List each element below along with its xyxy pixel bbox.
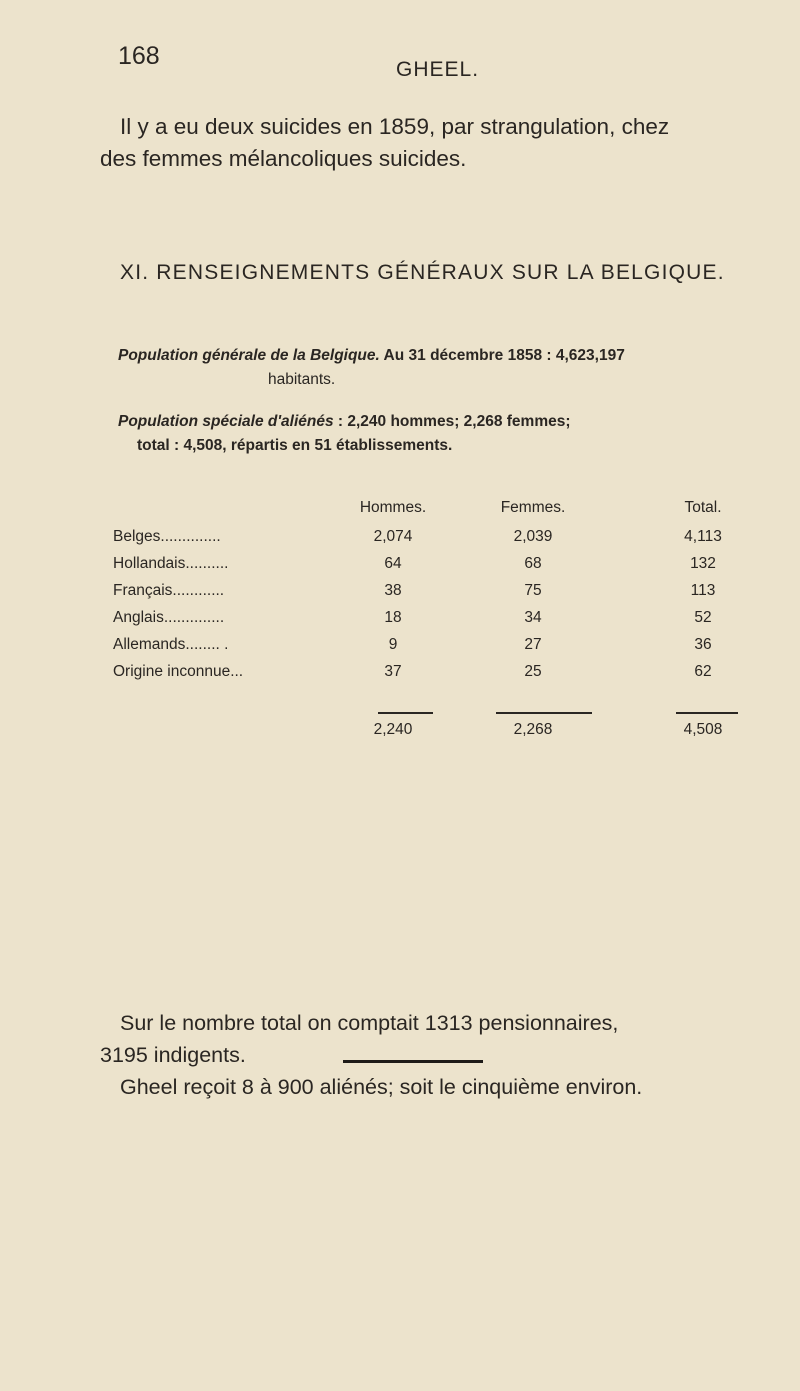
population-generale-line-2: habitants. [268, 371, 336, 388]
row-label: Belges.............. [113, 528, 221, 545]
intro-line-1: Il y a eu deux suicides en 1859, par strangulation, chez [120, 114, 670, 139]
population-speciale-text: : 2,240 hommes; 2,268 femmes; [333, 413, 571, 430]
header-hommes: Hommes. [359, 499, 427, 516]
row-hommes: 2,074 [373, 528, 413, 545]
row-label: Allemands........ . [113, 636, 229, 653]
row-hommes: 38 [384, 582, 402, 599]
row-total: 36 [694, 636, 712, 653]
sum-rule-hommes [378, 712, 433, 714]
total-hommes: 2,240 [373, 721, 413, 738]
row-total: 4,113 [684, 528, 722, 545]
population-speciale-line-2: total : 4,508, répartis en 51 établissements. [137, 437, 453, 454]
population-generale-text: Au 31 décembre 1858 : 4,623,197 [379, 347, 625, 364]
row-hommes: 64 [384, 555, 402, 572]
table-row [113, 582, 753, 606]
closing-line-2: 3195 indigents. [100, 1043, 246, 1067]
row-hommes: 37 [384, 663, 402, 680]
table-row [113, 663, 753, 687]
header-total: Total. [684, 499, 722, 516]
total-femmes: 2,268 [513, 721, 553, 738]
row-label: Origine inconnue... [113, 663, 244, 680]
running-title: GHEEL. [396, 58, 480, 81]
row-hommes: 18 [384, 609, 402, 626]
row-label: Anglais.............. [113, 609, 225, 626]
closing-paragraph [100, 1007, 790, 1103]
row-femmes: 25 [524, 663, 542, 680]
intro-paragraph [100, 111, 790, 175]
row-femmes: 2,039 [513, 528, 553, 545]
total-total: 4,508 [683, 721, 723, 738]
population-speciale-line-1 [118, 410, 571, 434]
row-femmes: 34 [524, 609, 542, 626]
row-total: 52 [694, 609, 712, 626]
sum-rule-femmes [496, 712, 592, 714]
end-rule [343, 1060, 483, 1063]
row-total: 132 [690, 555, 716, 572]
row-total: 113 [690, 582, 716, 599]
closing-line-1: Sur le nombre total on comptait 1313 pensionnaires, [120, 1011, 619, 1035]
table-row [113, 636, 753, 660]
page-number: 168 [118, 42, 160, 70]
row-hommes: 9 [388, 636, 398, 653]
table-row [113, 609, 753, 633]
page-header [118, 42, 718, 82]
closing-line-3: Gheel reçoit 8 à 900 aliénés; soit le cinquième environ. [120, 1075, 643, 1099]
sum-rule-total [676, 712, 738, 714]
row-femmes: 68 [524, 555, 542, 572]
intro-line-2: des femmes mélancoliques suicides. [100, 146, 467, 171]
section-heading: XI. RENSEIGNEMENTS GÉNÉRAUX SUR LA BELGIQUE. [120, 261, 725, 284]
row-femmes: 75 [524, 582, 542, 599]
header-femmes: Femmes. [500, 499, 566, 516]
table-header-row [113, 499, 753, 523]
row-total: 62 [694, 663, 712, 680]
population-generale-line-1 [118, 344, 625, 368]
row-label: Hollandais.......... [113, 555, 229, 572]
table-row [113, 555, 753, 579]
table-totals-row [113, 721, 753, 745]
row-label: Français............ [113, 582, 225, 599]
population-speciale-label: Population spéciale d'aliénés [118, 413, 334, 430]
population-generale-label: Population générale de la Belgique. [118, 347, 380, 364]
row-femmes: 27 [524, 636, 542, 653]
table-row [113, 528, 753, 552]
